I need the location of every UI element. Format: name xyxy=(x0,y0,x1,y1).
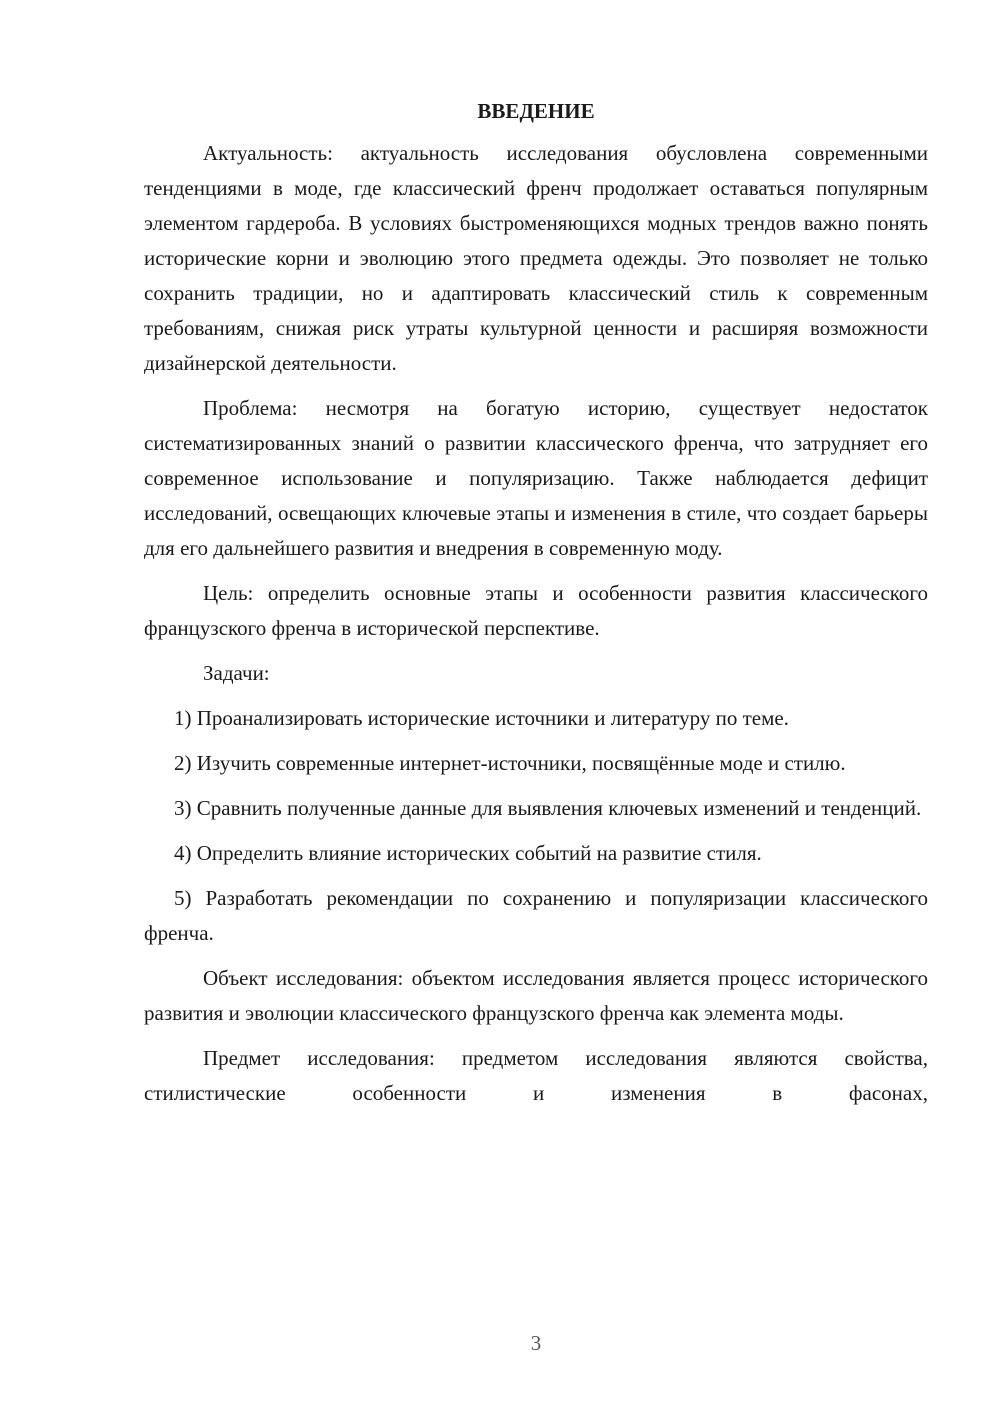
task-item: 3) Сравнить полученные данные для выявления ключевых изменений и тенденций. xyxy=(174,796,922,820)
section-heading: ВВЕДЕНИЕ xyxy=(477,99,595,123)
object-paragraph: Объект исследования: объектом исследования является процесс исторического развития и эволюции классического французского френча как элемента моды. xyxy=(144,966,928,1025)
task-item: 2) Изучить современные интернет-источники, посвящённые моде и стилю. xyxy=(174,751,846,775)
goal-paragraph: Цель: определить основные этапы и особенности развития классического французского френча в исторической перспективе. xyxy=(144,581,928,640)
page-content xyxy=(144,96,928,1111)
problem-paragraph: Проблема: несмотря на богатую историю, существует недостаток систематизированных знаний о развитии классического френча, что затрудняет его современное использование и популяризацию. Также наблюдается дефицит исследований, освещающих ключевые этапы и изменения в стиле, что создает барьеры для его дальнейшего развития и внедрения в современную моду. xyxy=(144,396,928,560)
task-item: 4) Определить влияние исторических событий на развитие стиля. xyxy=(174,841,762,865)
task-item: 5) Разработать рекомендации по сохранению и популяризации классического френча. xyxy=(144,886,928,945)
subject-paragraph: Предмет исследования: предметом исследования являются свойства, стилистические особенности и изменения в фасонах, xyxy=(144,1046,928,1105)
page-number: 3 xyxy=(530,1331,542,1355)
task-item: 1) Проанализировать исторические источники и литературу по теме. xyxy=(174,706,789,730)
relevance-paragraph: Актуальность: актуальность исследования обусловлена современными тенденциями в моде, где классический френч продолжает оставаться популярным элементом гардероба. В условиях быстроменяющихся модных трендов важно понять исторические корни и эволюцию этого предмета одежды. Это позволяет не только сохранить традиции, но и адаптировать классический стиль к современным требованиям, снижая риск утраты культурной ценности и расширяя возможности дизайнерской деятельности. xyxy=(144,141,928,375)
tasks-label: Задачи: xyxy=(203,661,270,685)
